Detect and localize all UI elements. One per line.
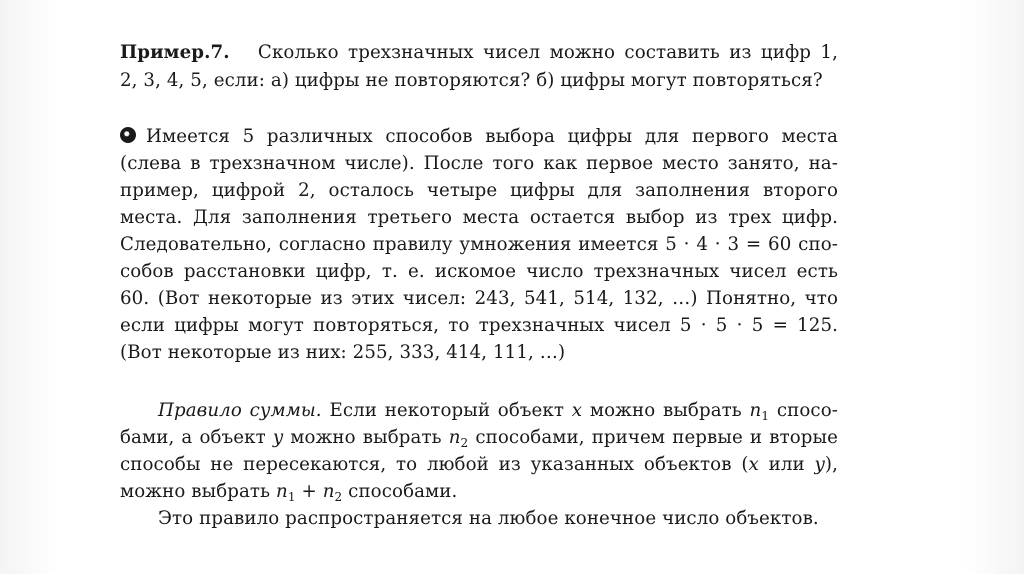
sum-rule-text: можно выбрать	[290, 427, 442, 448]
sum-rule-text: бами, а объект	[120, 427, 266, 448]
var-y: y	[272, 427, 284, 448]
sum-rule-text: можно выбрать	[120, 481, 271, 502]
example-question: Сколько трехзначных чисел можно составить из цифр 1,	[257, 42, 838, 63]
example-label: Пример.7.	[120, 42, 230, 63]
solution-line-1	[120, 124, 838, 150]
solution-line-3: пример, цифрой 2, осталось четыре цифры для заполнения второго	[120, 180, 838, 201]
solution-line-7: 60. (Вот некоторые из этих чисел: 243, 541, 514, 132, …) Понятно, что	[120, 288, 838, 309]
sum-rule-line-5: Это правило распространяется на любое конечное число объектов.	[158, 508, 819, 529]
var-x: x	[748, 454, 759, 475]
var-y: y	[814, 454, 825, 475]
var-x: x	[571, 400, 583, 421]
solution-line-4: места. Для заполнения третьего места остается выбор из трех цифр.	[120, 207, 838, 228]
solution-line-2: (слева в трехзначном числе). После того как первое место занято, на-	[120, 153, 838, 174]
sum-rule-title: Правило суммы.	[158, 400, 322, 421]
solution-bullet-icon	[120, 127, 136, 143]
sum-rule-text: или	[768, 454, 805, 475]
sum-rule-text: спосо-	[776, 400, 838, 421]
example-line-2: 2, 3, 4, 5, если: а) цифры не повторяются? б) цифры могут повторяться?	[120, 70, 823, 91]
plus-sign: +	[301, 481, 317, 502]
solution-line-8: если цифры могут повторяться, то трехзначных чисел 5 · 5 · 5 = 125.	[120, 315, 838, 336]
sum-rule-text: способы не пересекаются, то любой из указанных объектов (	[120, 454, 749, 475]
sum-rule-text: ),	[824, 454, 838, 475]
sum-rule-line-3	[120, 452, 838, 478]
var-n1: $n_1$	[749, 400, 770, 423]
example-line-1	[120, 40, 838, 66]
solution-line-6: собов расстановки цифр, т. е. искомое число трехзначных чисел есть	[120, 261, 838, 282]
sum-rule-text: можно выбрать	[589, 400, 742, 421]
sum-rule-text: Если некоторый объект	[329, 400, 565, 421]
sum-rule-text: способами.	[348, 481, 458, 502]
var-n2: $n_2$	[448, 427, 469, 450]
solution-line-5: Следовательно, согласно правилу умножения имеется 5 · 4 · 3 = 60 спо-	[120, 234, 838, 255]
solution-line-9: (Вот некоторые из них: 255, 333, 414, 111, …)	[120, 342, 566, 363]
var-n1: $n_1$	[276, 481, 296, 504]
sum-rule-text: способами, причем первые и вторые	[475, 427, 838, 448]
solution-text-1: Имеется 5 различных способов выбора цифры для первого места	[146, 126, 838, 147]
var-n2: $n_2$	[322, 481, 343, 504]
